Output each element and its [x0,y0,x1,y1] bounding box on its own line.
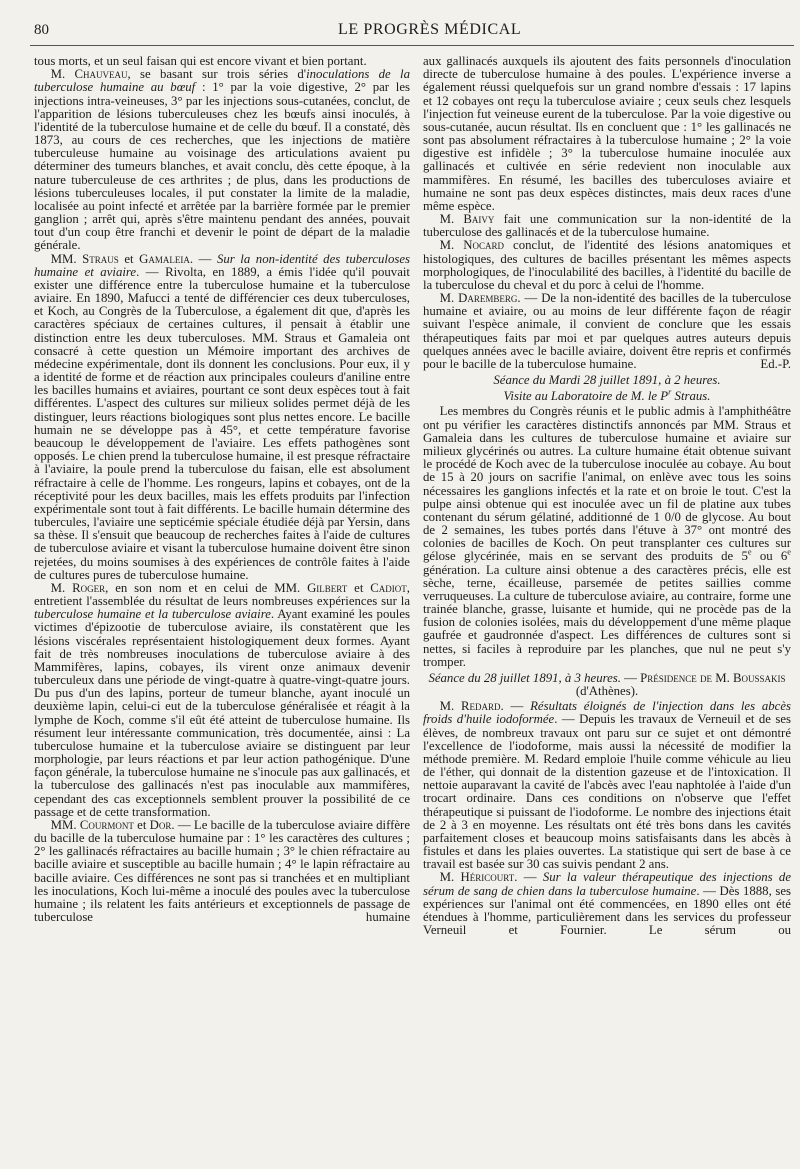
text-run: M. [439,238,464,253]
text-run: M. [439,699,461,714]
text-run: M. [50,580,73,595]
text-run: M. [712,670,733,685]
superscript: r [668,388,672,398]
page-number: 80 [34,22,49,38]
italic-title: Visite au Laboratoire de M. le P [503,389,669,404]
italic-title: Sur la non-identité des tuberculoses humaine et aviaire [34,251,410,279]
text-run: ou 6 [751,549,788,564]
person-name: Cadiot [370,580,407,595]
person-name: Courmont [79,817,134,832]
text-run: . — Rivolta, en 1889, a émis l'idée qu'il pouvait exister une différence entre la tuberculose humaine et la tuberculose aviaire. En 1890, Mafucci a tenté de différencier ces deux tuberculoses, et Koch, au Congrès de la Tuberculose, a également dit que, d'après les caractères spéciaux de certaines cultures, il pensait à établir une distinction entre les deux tuberculoses. MM. Straus et Gamaleia ont consacré à cette question un Mémoire important des archives de médecine expérimentale, dont ils donnent les conclusions. Pour eux, il y a identité de forme et de réaction aux principales couleurs d'aniline entre les bacilles humains et aviaires, pourtant ce sont deux espèces tout à fait différentes. L'aspect des cultures sur milieux solides permet déjà de les distinguer, leurs réactions biologiques sont plus nettes encore. Le bacille humain ne se développe pas à 45°, et cette température favorise beaucoup le développement de l'aviaire. Les effets pathogènes sont opposés. Le chien prend la tuberculose humaine, il est presque réfractaire à l'aviaire, la poule prend la tuberculose du faisan, elle est absolument réfractaire à celle de l'homme. Les rongeurs, lapins et cobayes, ont de la réceptivité pour les deux bacilles, mais les effets produits par l'infection expérimentale sont tout à fait différents. Le bacille humain détermine des tubercules, l'aviaire une septicémie spéciale étudiée déjà par Yersin, dans sa thèse. Il s'ensuit que beaucoup de recherches faites à l'aide de cultures de tuberculose aviaire et visant la tuberculose humaine doivent être sinon rejetées, du moins soumises à des expériences de contrôle faites à l'aide de cultures pures de tuberculose humaine. [34,264,410,582]
right-column [423,55,791,1155]
text-run: . — [189,251,217,266]
text-run: MM. [50,251,83,266]
text-run: . — Le bacille de la tuberculose aviaire diffère du bacille de la tuberculose humaine par : 1° les caractères des cultures ; 2° les gallinacés réfractaires au bacille humain ; 3° le chien réfractaire au bacille aviaire et susceptible au bacille humain ; 4° le lapin réfractaire au bacille aviaire. Ces différences ne sont pas si tranchées et en multipliant les inoculations, Koch lui-même a inoculé des poules avec la tuberculose humaine ; ils relatent les faits antérieurs et exceptionnels de passage de tuberculose humaine [34,817,410,925]
text-run: M. [439,870,461,885]
text-run: aux gallinacés auxquels ils ajoutent des faits personnels d'inoculation directe de tuberculose humaine à des poules. L'expérience inverse a également réussi quelquefois sur un grand nombre d'essais : 17 lapins et 12 cobayes ont reçu la tuberculose aviaire ; ceux seuls chez lesquels l'injection fut veineuse eurent de la tuberculose. Par la voie digestive ou sous-cutanée, aucun résultat. Ils en concluent que : 1° les gallinacés ne sont pas absolument réfractaires à la tuberculose humaine ; 2° la voie digestive est infidèle ; 3° la tuberculose humaine inoculée aux gallinacés et cultivée en série redevient non inoculable aux mammifères. En résumé, les bacilles des tuberculoses aviaire et humaine ne sont pas deux espèces distinctes, mais deux races d'une même espèce. [423,55,791,213]
text-run: M. [439,291,459,306]
left-column [34,55,410,1155]
italic-title: Séance du 28 juillet 1891, à 3 heures. [428,670,621,685]
italic-title: Résultats éloignés de l'injection dans les abcès froids d'huile iodoformée [423,699,791,727]
text-run: , en son nom et en celui de MM. [105,580,308,595]
person-name: Gamaleia [139,251,190,266]
article-columns [0,55,800,1155]
text-run: . Ayant examiné les poules victimes d'épizootie de tuberculose aviaire, ils constatèrent que les lésions viscérales représentaient histologiquement deux formes. Ayant fait de très nombreuses inoculations de tuberculose aviaire à des Mammifères, lapins, cobayes, ils virent onze animaux devenir tuberculeux dans une période de vingt-quatre à quatre-vingt-quatre jours. Du pus d'un des lapins, porteur de tumeur blanche, ayant inoculé un deuxième lapin, celui-ci eut de la tuberculose généralisée et réagit à la lymphe de Koch, comme s'il eût été atteint de tuberculose humaine. Ils résument leur intéressante communication, très documentée, ainsi : La tuberculose humaine et la tuberculose aviaire se distinguent par leur morphologie, par leurs réactions et par leur action pathogénique. D'une façon générale, la tuberculose humaine ne s'inocule pas aux gallinacés, et la tuberculose des gallinacés n'est pas inoculable aux mammifères, cependant des cas exceptionnels semblent prouver la possibilité de ce passage et de cette transformation. [34,607,410,819]
section-heading [423,672,791,698]
superscript: e [787,548,791,558]
text-run: Les membres du Congrès réunis et le public admis à l'amphithéâtre ont pu vérifier les caractères distinctifs annoncés par MM. Straus et Gamaleia dans les cultures de tuberculose humaine et aviaire sur milieux glycérinés ou autres. La culture humaine était obtenue suivant le procédé de Koch avec de la tuberculose inoculée au cobaye. Au bout de 15 à 20 jours on sacrifie l'animal, on enlève avec tous les soins nécessaires les ganglions infectés et la rate et on broie le tout. C'est la pulpe ainsi obtenue qui est inoculée avec un fil de platine aux tubes contenant du sérum gélatiné, additionné de 1 0/0 de glycose. Au bout de 2 semaines, les tubes portés dans l'étuve à 37° ont montré des colonies de bacilles de Koch. On peut transplanter ces cultures sur gélose glycérinée, mais en se servant des produits de 5 [423,404,791,564]
paragraph [423,405,791,668]
italic-title: Straus. [671,389,711,404]
paragraph [34,819,410,924]
text-run: génération. La culture ainsi obtenue a des caractères précis, elle est sèche, terne, écailleuse, parsemée de petites saillies comme verruqueuses. La culture de tuberculose aviaire, au contraire, forme une trainée blanche, grasse, luisante et humide, qui ne procède pas de la fusion de colonies isolées, mais du développement d'une même plaque gaufrée et gaudronnée d'aspect. Les différences de cultures sont si nettes, si faciles à reproduire par les planches, que nul ne peut s'y tromper. [423,562,791,669]
person-name: Dor [149,817,172,832]
text-run: (d'Athènes). [575,684,639,699]
person-name: Présidence de [640,670,712,685]
italic-title: inoculations de la tuberculose humaine au bœuf [34,67,410,95]
text-run: , entretient l'assemblée du résultat de leurs nombreuses expériences sur la [34,580,410,609]
superscript: e [747,548,752,558]
text-run: . — De la non-identité des bacilles de la tuberculose humaine et aviaire, ou au moins de leur différente façon de réagir suivant l'espèce animale, il convient de conclure que les essais thérapeutiques faits par moi et par quelques autres auteurs depuis quelques années avec le bacille aviaire, doivent être repris et confirmés pour le bacille de la tuberculose humaine. [423,291,791,371]
paragraph [34,68,410,252]
paragraph [34,253,410,582]
text-run: , se basant sur trois séries d' [127,67,307,82]
italic-title: tuberculose humaine et la tuberculose aviaire [34,607,271,622]
paragraph [423,700,791,871]
signature: Ed.-P. [760,356,791,371]
paragraph [423,55,791,213]
text-run: . — [500,699,531,714]
text-run: et [118,251,140,266]
text-run: M. [50,67,75,82]
text-run: tous morts, et un seul faisan qui est encore vivant et bien portant. [34,55,367,68]
person-name: Gilbert [307,580,348,595]
header-rule [30,45,794,46]
section-heading [423,374,791,387]
person-name: Chauveau [74,67,128,82]
text-run: conclut, de l'identité des lésions anatomiques et histologiques, des cultures de bacilles présentant les mêmes aspects morphologiques, de l'inoculabilité des bacilles, à l'identité du bacille de la tuberculose du cheval et du porc à celui de l'homme. [423,238,791,292]
text-run: : 1° par la voie digestive, 2° par les injections intra-veineuses, 3° par les injections sous-cutanées, conclut, de l'apparition de lésions tuberculeuses chez les bœufs ainsi inoculés, à l'identité de la tuberculose humaine et de celle du bœuf. Il a constaté, dès 1873, au cours de ces recherches, que les injections de matière tuberculeuse humaine au voisinage des articulations avaient pu déterminer des tumeurs blanches, et avait conclu, dès cette époque, à la nature tuberculeuse de ces arthrites ; de plus, dans les productions de lésions tuberculeuses locales, il put constater la limite de la maladie, localisée au point infecté et arrêtée par la barrière formée par le premier ganglion ; arrêt qui, après s'être maintenu pendant des années, pouvait tout d'un coup être franchi et devenir le point de départ de la maladie générale. [34,80,410,253]
text-run: — [620,670,641,685]
text-run: . — [514,870,543,885]
text-run: . — Depuis les travaux de Verneuil et de ses élèves, de nombreux travaux ont paru sur ce sujet et ont démontré l'excellence de l'iodoforme, mais aussi la nécessité de modifier la méthode première. M. Redard emploie l'huile comme véhicule au lieu de l'éther, qui donnait de la distention gazeuse et de l'intoxication. Il nettoie auparavant la cavité de l'abcès avec l'eau naphtolée à l'aide d'un trocart ordinaire. Dans ces conditions on n'observe que l'effet thérapeutique si puissant de l'iodoforme. Le nombre des injections était de 2 à 3 en moyenne. Les résultats ont été très bons dans les cavités parfaitement closes et beaucoup moins satisfaisants dans les abcès à fistules et dans les plaies ouvertes. La statistique qui sert de base à ce travail est basée sur 30 cas suivis pendant 2 ans. [423,712,791,872]
text-run: et [133,817,150,832]
section-heading [423,390,791,403]
person-name: Boussakis [732,670,786,685]
text-run: . — Dès 1888, ses expériences sur l'animal ont été commencées, en 1890 elles ont été étendues à l'homme, particulièrement dans les services du professeur Verneuil et Fournier. Le sérum ou [423,883,791,938]
person-name: Roger [72,580,106,595]
paragraph [423,239,791,292]
paragraph [423,871,791,937]
person-name: Redard [460,699,501,714]
person-name: Héricourt [460,870,515,885]
page-header [0,0,800,48]
person-name: Nocard [463,238,504,253]
person-name: Daremberg [458,291,518,306]
text-run: M. [439,212,464,227]
italic-title: Séance du Mardi 28 juillet 1891, à 2 heures. [493,373,721,388]
paragraph [423,292,791,371]
paragraph [34,582,410,819]
text-run: fait une communication sur la non-identité de la tuberculose des gallinacés et de la tuberculose humaine. [423,212,791,240]
italic-title: Sur la valeur thérapeutique des injections de sérum de sang de chien dans la tuberculose humaine [423,870,791,898]
person-name: Straus [82,251,119,266]
journal-title: LE PROGRÈS MÉDICAL [338,21,522,38]
person-name: Baivy [463,212,495,227]
text-run: MM. [50,817,80,832]
paragraph [423,213,791,239]
text-run: et [347,580,371,595]
